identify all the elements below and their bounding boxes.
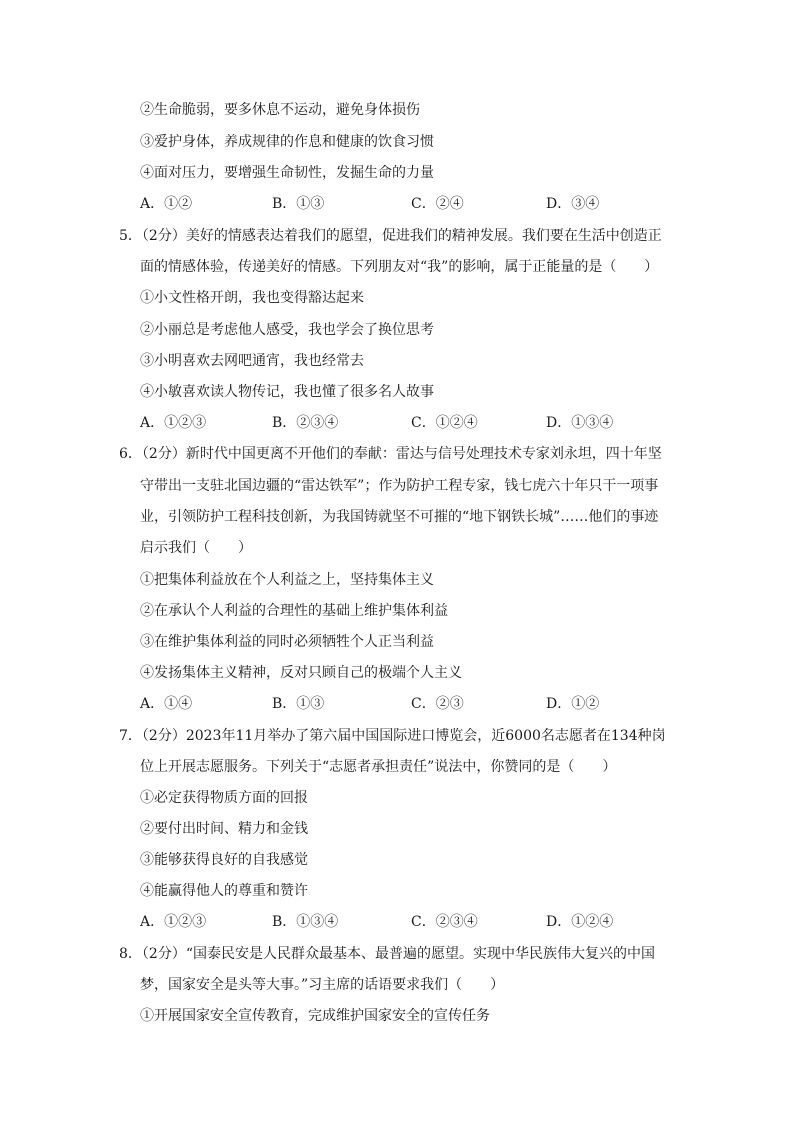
q6-item-2: ②在承认个人利益的合理性的基础上维护集体利益 [140, 603, 448, 619]
q4-item-3: ③爱护身体，养成规律的作息和健康的饮食习惯 [140, 134, 434, 150]
q7-option-d: D．①②④ [546, 914, 614, 930]
q6-stem-line-1: 6．（2分）新时代中国更离不开他们的奉献：雷达与信号处理技术专家刘永坦，四十年坚 [119, 446, 662, 462]
q6-stem-line-4: 启示我们（ ） [140, 540, 252, 556]
q4-option-a: A．①② [140, 196, 193, 212]
q6-item-4: ④发扬集体主义精神，反对只顾自己的极端个人主义 [140, 665, 462, 681]
q5-option-c: C．①②④ [411, 415, 478, 431]
q5-item-3: ③小明喜欢去网吧通宵，我也经常去 [140, 353, 364, 369]
q5-item-1: ①小文性格开朗，我也变得豁达起来 [140, 290, 364, 306]
q7-item-1: ①必定获得物质方面的回报 [140, 790, 308, 806]
q7-item-3: ③能够获得良好的自我感觉 [140, 852, 308, 868]
q8-stem-line-1: 8．（2分）“国泰民安是人民群众最基本、最普遍的愿望。实现中华民族伟大复兴的中国 [119, 946, 655, 962]
q6-option-b: B．①③ [272, 696, 325, 712]
q5-item-4: ④小敏喜欢读人物传记，我也懂了很多名人故事 [140, 384, 434, 400]
q4-option-b: B．①③ [272, 196, 325, 212]
q6-stem-line-2: 守带出一支驻北国边疆的“雷达铁军”；作为防护工程专家，钱七虎六十年只干一项事 [140, 478, 659, 494]
q6-option-c: C．②③ [411, 696, 464, 712]
q7-item-4: ④能赢得他人的尊重和赞许 [140, 883, 308, 899]
q6-option-d: D．①② [546, 696, 600, 712]
q4-option-d: D．③④ [546, 196, 600, 212]
q5-item-2: ②小丽总是考虑他人感受，我也学会了换位思考 [140, 322, 434, 338]
q5-option-b: B．②③④ [272, 415, 339, 431]
q6-stem-line-3: 业，引领防护工程科技创新，为我国铸就坚不可摧的“地下钢铁长城”……他们的事迹 [140, 509, 659, 525]
q4-item-4: ④面对压力，要增强生命韧性，发掘生命的力量 [140, 165, 434, 181]
q5-option-d: D．①③④ [546, 415, 614, 431]
q4-option-c: C．②④ [411, 196, 464, 212]
q4-item-2: ②生命脆弱，要多休息不运动，避免身体损伤 [140, 102, 420, 118]
q7-stem-line-1: 7．（2分）2023年11月举办了第六届中国国际进口博览会，近6000名志愿者在134种岗 [119, 728, 666, 744]
q7-option-c: C．②③④ [411, 914, 478, 930]
q6-option-a: A．①④ [140, 696, 193, 712]
q7-stem-line-2: 位上开展志愿服务。下列关于“志愿者承担责任”说法中，你赞同的是（ ） [140, 759, 617, 775]
q6-item-1: ①把集体利益放在个人利益之上，坚持集体主义 [140, 572, 434, 588]
q5-stem-line-1: 5．（2分）美好的情感表达着我们的愿望，促进我们的精神发展。我们要在生活中创造正 [119, 228, 662, 244]
q7-option-a: A．①②③ [140, 914, 207, 930]
q7-option-b: B．①③④ [272, 914, 339, 930]
q8-stem-line-2: 梦，国家安全是头等大事。”习主席的话语要求我们（ ） [140, 977, 505, 993]
q6-item-3: ③在维护集体利益的同时必须牺牲个人正当利益 [140, 634, 434, 650]
q8-item-1: ①开展国家安全宣传教育，完成维护国家安全的宣传任务 [140, 1008, 490, 1024]
q7-item-2: ②要付出时间、精力和金钱 [140, 821, 308, 837]
q5-option-a: A．①②③ [140, 415, 207, 431]
q5-stem-line-2: 面的情感体验，传递美好的情感。下列朋友对“我”的影响，属于正能量的是（ ） [140, 259, 659, 275]
